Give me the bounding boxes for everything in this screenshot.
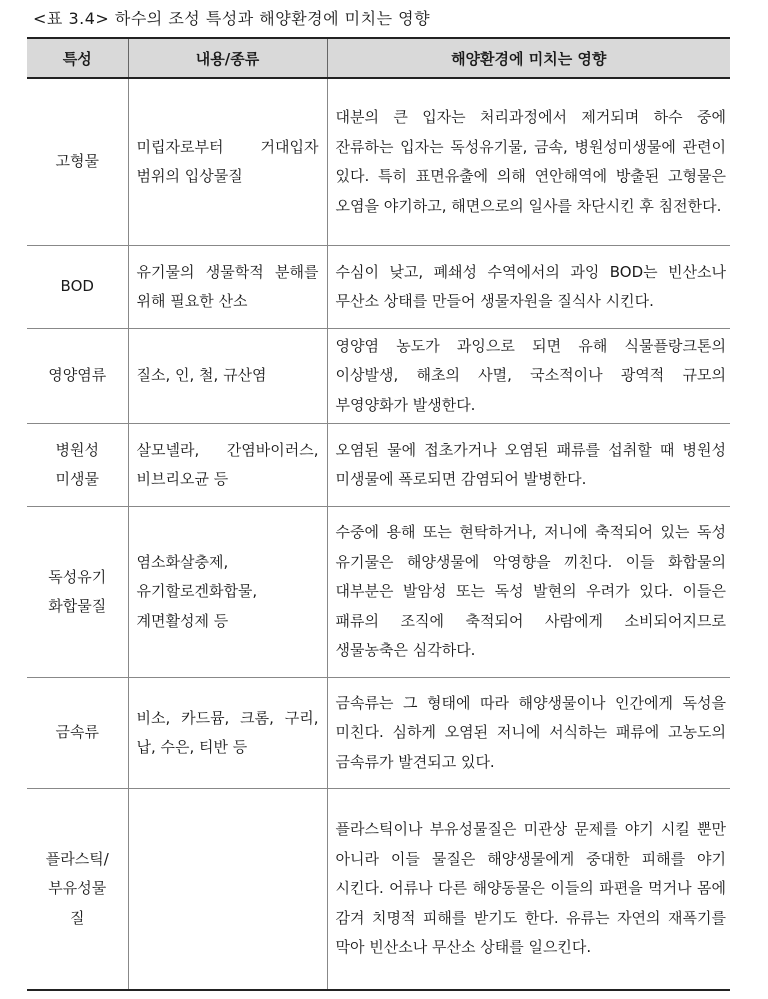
effect-cell: 영양염 농도가 과잉으로 되면 유해 식물플랑크톤의 이상발생, 해초의 사멸, 국소적이나 광역적 규모의 부영양화가 발생한다. (327, 329, 730, 424)
feature-cell: 병원성 미생물 (27, 424, 128, 507)
content-cell: 살모넬라, 간염바이러스, 비브리오균 등 (128, 424, 327, 507)
effect-cell: 플라스틱이나 부유성물질은 미관상 문제를 야기 시킬 뿐만 아니라 이들 물질은 해양생물에게 중대한 피해를 야기 시킨다. 어류나 다른 해양동물은 이들의 파편을 먹거나 몸에 감겨 치명적 피해를 받기도 한다. 유류는 자연의 재폭기를 막아 빈산소나 무산소 상태를 일으킨다. (327, 789, 730, 991)
table-row (27, 329, 730, 424)
content-cell: 비소, 카드뮴, 크롬, 구리, 납, 수은, 티반 등 (128, 678, 327, 789)
effect-cell: 대분의 큰 입자는 처리과정에서 제거되며 하수 중에 잔류하는 입자는 독성유기물, 금속, 병원성미생물에 관련이 있다. 특히 표면유출에 의해 연안해역에 방출된 고형물은 오염을 야기하고, 해면으로의 일사를 차단시킨 후 침전한다. (327, 78, 730, 246)
header-content: 내용/종류 (128, 38, 327, 78)
data-table (27, 37, 730, 991)
feature-cell: 독성유기 화합물질 (27, 507, 128, 678)
feature-cell: 영양염류 (27, 329, 128, 424)
effect-cell: 오염된 물에 접초가거나 오염된 패류를 섭취할 때 병원성 미생물에 폭로되면 감염되어 발병한다. (327, 424, 730, 507)
header-row (27, 38, 730, 78)
header-feature: 특성 (27, 38, 128, 78)
content-cell: 염소화살충제, 유기할로겐화합물, 계면활성제 등 (128, 507, 327, 678)
header-effect: 해양환경에 미치는 영향 (327, 38, 730, 78)
content-cell: 유기물의 생물학적 분해를 위해 필요한 산소 (128, 246, 327, 329)
content-cell (128, 789, 327, 991)
table-row (27, 789, 730, 991)
content-cell: 미립자로부터 거대입자 범위의 입상물질 (128, 78, 327, 246)
table-row (27, 678, 730, 789)
table-row (27, 507, 730, 678)
feature-cell: 플라스틱/ 부유성물 질 (27, 789, 128, 991)
table-caption: <표 3.4> 하수의 조성 특성과 해양환경에 미치는 영향 (33, 9, 431, 28)
feature-cell: BOD (27, 246, 128, 329)
effect-cell: 수중에 용해 또는 현탁하거나, 저니에 축적되어 있는 독성 유기물은 해양생물에 악영향을 끼친다. 이들 화합물의 대부분은 발암성 또는 독성 발현의 우려가 있다. 이들은 패류의 조직에 축적되어 사람에게 소비되어지므로 생물농축은 심각하다. (327, 507, 730, 678)
table-row (27, 78, 730, 246)
table-row (27, 246, 730, 329)
content-cell: 질소, 인, 철, 규산염 (128, 329, 327, 424)
feature-cell: 금속류 (27, 678, 128, 789)
table-row (27, 424, 730, 507)
effect-cell: 수심이 낮고, 폐쇄성 수역에서의 과잉 BOD는 빈산소나 무산소 상태를 만들어 생물자원을 질식사 시킨다. (327, 246, 730, 329)
feature-cell: 고형물 (27, 78, 128, 246)
effect-cell: 금속류는 그 형태에 따라 해양생물이나 인간에게 독성을 미친다. 심하게 오염된 저니에 서식하는 패류에 고농도의 금속류가 발견되고 있다. (327, 678, 730, 789)
